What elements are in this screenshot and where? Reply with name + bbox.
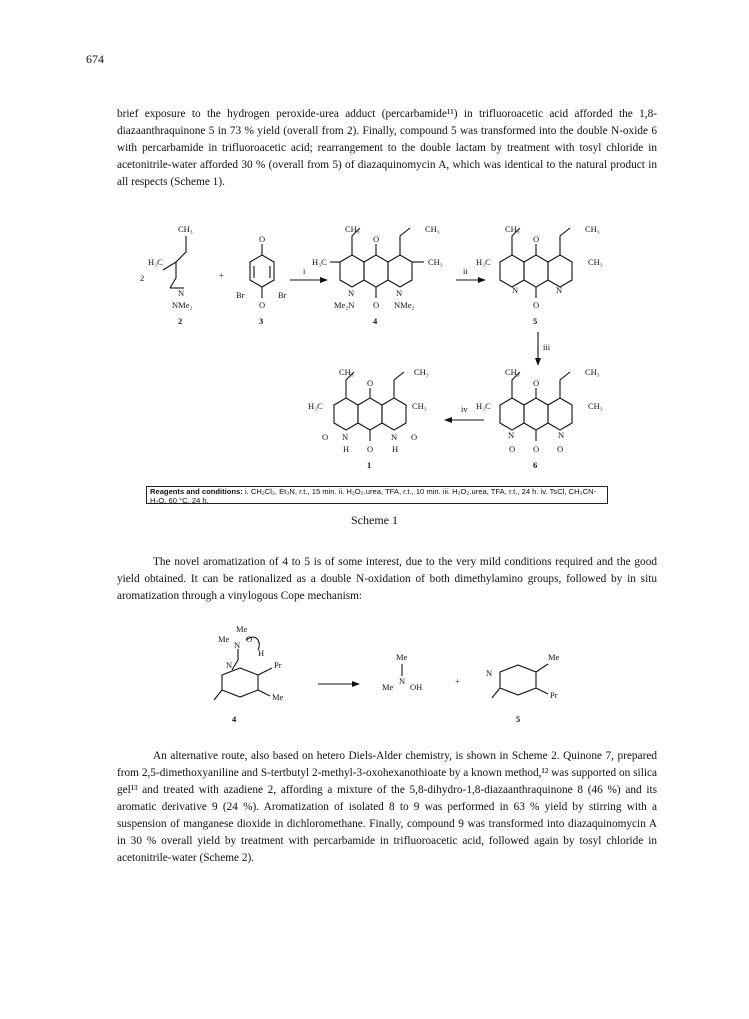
- label-ch3: CH₃: [505, 224, 520, 234]
- label-h3c: H₃C: [476, 401, 491, 411]
- label-n: N: [391, 432, 398, 442]
- label-ch3: CH₃: [505, 367, 520, 377]
- mech-label-me: Me: [382, 682, 394, 692]
- label-ch3: CH₃: [585, 224, 600, 234]
- mech-label-n: N: [399, 676, 406, 686]
- label-ch3: CH₃: [178, 224, 193, 234]
- label-ch3: CH₃: [425, 224, 440, 234]
- compound-number-6: 6: [533, 460, 538, 470]
- label-o: O: [509, 444, 516, 454]
- mech-label-pr: Pr: [550, 690, 558, 700]
- mech-label-me: Me: [218, 634, 230, 644]
- mech-compound-4: 4: [232, 714, 237, 724]
- mech-label-me: Me: [396, 652, 408, 662]
- label-nme2: NMe₂: [172, 300, 193, 310]
- label-o: O: [322, 432, 329, 442]
- scheme-caption: Scheme 1: [351, 513, 398, 527]
- page-number: 674: [86, 52, 104, 66]
- paragraph-alternative-route: An alternative route, also based on hetero Diels-Alder chemistry, is shown in Scheme 2. Quinone 7, prepared from 2,5-dimethoxyaniline and S-tertbutyl 2-methyl-3-oxohexanothioate by a known method,¹² was supported on silica gel¹³ and treated with azadiene 2, affording a mixture of the 5,8-dihydro-1,8-diazaanthraquinone 8 (46 %) and its aromatic derivative 9 (24 %). Aromatization of isolated 8 to 9 was performed in 63 % yield by stirring with a suspension of manganese dioxide in dichloromethane. Finally, compound 9 was transformed into diazaquinomycin A in 30 % overall yield by treatment with percarbamide in trifluoroacetic acid, followed again by tosyl chloride in acetonitrile-water (Scheme 2).: [117, 750, 657, 864]
- label-ch3: CH₃: [585, 367, 600, 377]
- label-h3c: H₃C: [476, 257, 491, 267]
- mech-label-me: Me: [272, 692, 284, 702]
- label-n: N: [512, 285, 519, 295]
- label-h3c: H₃C: [308, 401, 323, 411]
- compound-number-3: 3: [259, 316, 264, 326]
- reagents-conditions-box: [146, 486, 608, 504]
- label-ch3: CH₃: [588, 401, 603, 411]
- mech-label-me: Me: [236, 624, 248, 634]
- label-o: O: [367, 444, 374, 454]
- mech-label-n: N: [226, 660, 233, 670]
- paragraph-intro: brief exposure to the hydrogen peroxide-urea adduct (percarbamide¹¹) in trifluoroacetic acid afforded the 1,8-diazaanthraquinone 5 in 73 % yield (overall from 2). Finally, compound 5 was transformed into the double N-oxide 6 with percarbamide in trifluoroacetic acid; rearrangement to the double lactam by treatment with tosyl chloride in acetonitrile-water afforded 30 % (overall from 5) of diazaquinomycin A, which was identical to the natural product in all respects (Scheme 1).: [117, 108, 657, 188]
- conditions-text: i. CH₂Cl₂, Et₃N, r.t., 15 min. ii. H₂O₂.urea, TFA, r.t., 10 min. iii. H₂O₂.urea, TFA, r.t., 24 h. iv. TsCl, CH₃CN-H₂O, 60 °C, 24 h.: [150, 487, 597, 504]
- label-h3c: H₃C: [312, 257, 327, 267]
- step-ii-label: ii: [463, 266, 468, 276]
- label-ch3: CH₃: [428, 257, 443, 267]
- label-nme2: NMe₂: [394, 300, 415, 310]
- label-n: N: [508, 430, 515, 440]
- label-n: N: [178, 288, 185, 298]
- mech-label-me: Me: [548, 652, 560, 662]
- mech-label-pr: Pr: [274, 660, 282, 670]
- label-br: Br: [236, 290, 245, 300]
- label-n: N: [556, 285, 563, 295]
- label-ch3: CH₃: [588, 257, 603, 267]
- label-h: H: [343, 444, 350, 454]
- mech-label-o: O: [246, 634, 253, 644]
- mech-label-n: N: [234, 640, 241, 650]
- label-n: N: [558, 430, 565, 440]
- compound-number-1: 1: [367, 460, 372, 470]
- label-o: O: [557, 444, 564, 454]
- mech-label-oh: OH: [410, 682, 423, 692]
- label-ch3: CH₃: [339, 367, 354, 377]
- label-o: O: [411, 432, 418, 442]
- label-o: O: [533, 378, 540, 388]
- label-n: N: [396, 288, 403, 298]
- label-coefficient: 2: [140, 273, 145, 283]
- label-o: O: [533, 300, 540, 310]
- label-ch3: CH₃: [345, 224, 360, 234]
- label-o: O: [373, 234, 380, 244]
- label-o: O: [259, 300, 266, 310]
- label-h: H: [392, 444, 399, 454]
- label-me2n: Me₂N: [334, 300, 355, 310]
- step-iii-label: iii: [543, 342, 551, 352]
- label-o: O: [259, 234, 266, 244]
- label-h3c: H₃C: [148, 257, 163, 267]
- step-i-label: i: [303, 266, 306, 276]
- label-br: Br: [278, 290, 287, 300]
- mech-compound-5: 5: [516, 714, 521, 724]
- mech-label-n: N: [486, 668, 493, 678]
- label-ch3: CH₃: [414, 367, 429, 377]
- conditions-label: Reagents and conditions:: [150, 487, 243, 496]
- label-o: O: [373, 300, 380, 310]
- compound-number-5: 5: [533, 316, 538, 326]
- label-plus: +: [219, 270, 224, 280]
- label-o: O: [367, 378, 374, 388]
- label-ch3: CH₃: [412, 401, 427, 411]
- mech-label-h: H: [258, 648, 265, 658]
- label-n: N: [348, 288, 355, 298]
- compound-number-4: 4: [373, 316, 378, 326]
- step-iv-label: iv: [461, 404, 468, 414]
- label-n: N: [342, 432, 349, 442]
- paragraph-aromatization: The novel aromatization of 4 to 5 is of some interest, due to the very mild conditions required and the good yield obtained. It can be rationalized as a double N-oxidation of both dimethylamino groups, followed by in situ aromatization through a vinylogous Cope mechanism:: [117, 556, 657, 602]
- compound-number-2: 2: [178, 316, 183, 326]
- label-o: O: [533, 234, 540, 244]
- mech-label-plus: +: [455, 676, 460, 686]
- label-o: O: [533, 444, 540, 454]
